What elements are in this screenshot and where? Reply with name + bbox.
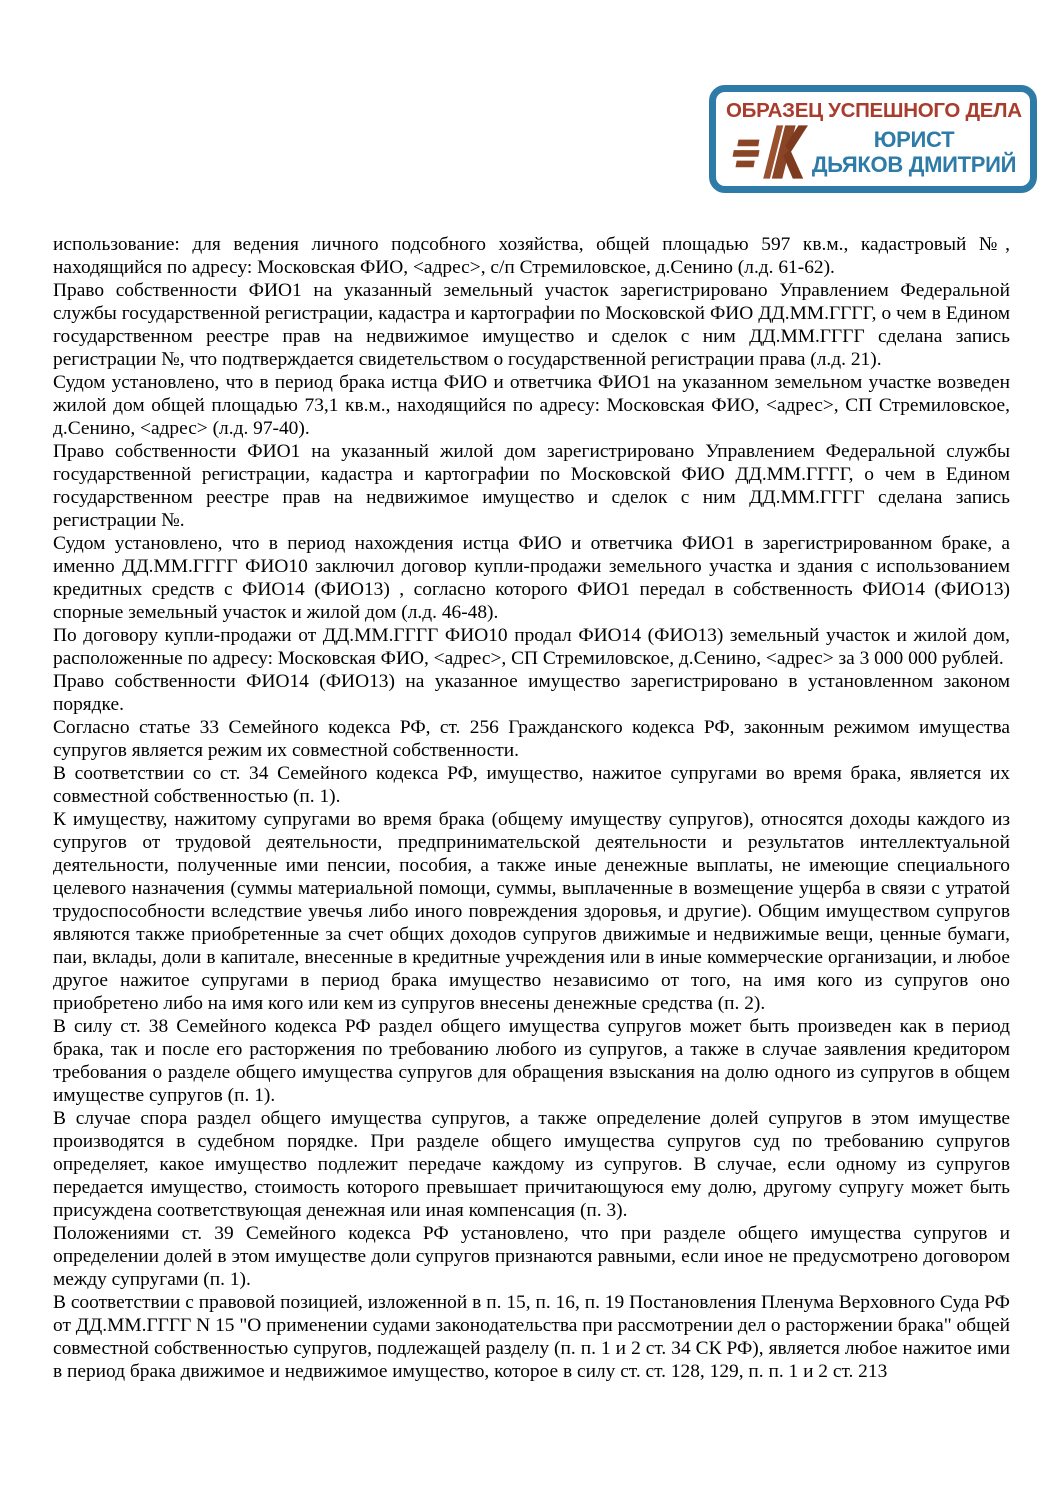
law-firm-logo-stamp [709, 85, 1037, 193]
paragraph: В соответствии со ст. 34 Семейного кодекса РФ, имущество, нажитое супругами во время брака, является их совместной собственностью (п. 1). [53, 763, 1010, 807]
paragraph: К имуществу, нажитому супругами во время брака (общему имуществу супругов), относятся доходы каждого из супругов от трудовой деятельности, предпринимательской деятельности и результатов интеллектуальной деятельности, полученные ими пенсии, пособия, а также иные денежные выплаты, не имеющие специального целевого назначения (суммы материальной помощи, суммы, выплаченные в возмещение ущерба в связи с утратой трудоспособности вследствие увечья либо иного повреждения здоровья, и другие). Общим имуществом супругов являются также приобретенные за счет общих доходов супругов движимые и недвижимые вещи, ценные бумаги, паи, вклады, доли в капитале, внесенные в кредитные учреждения или в иные коммерческие организации, и любое другое нажитое супругами в период брака имущество независимо от того, на имя кого из супругов оно приобретено либо на имя кого или кем из супругов внесены денежные средства (п. 2). [53, 809, 1010, 1014]
logo-bottom-row [726, 123, 1020, 181]
paragraph: В случае спора раздел общего имущества супругов, а также определение долей супругов в этом имуществе производятся в судебном порядке. При разделе общего имущества супругов суд по требованию супругов определяет, какое имущество подлежит передаче каждому из супругов. В случае, если одному из супругов передается имущество, стоимость которого превышает причитающуюся ему долю, другому супругу может быть присуждена соответствующая денежная или иная компенсация (п. 3). [53, 1108, 1010, 1221]
paragraph: В силу ст. 38 Семейного кодекса РФ раздел общего имущества супругов может быть произведен как в период брака, так и после его расторжения по требованию любого из супругов, а также в случае заявления кредитором требования о разделе общего имущества супругов для обращения взыскания на долю одного из супругов в общем имуществе супругов (п. 1). [53, 1016, 1010, 1106]
k-monogram-icon [728, 123, 808, 181]
paragraph: Право собственности ФИО1 на указанный жилой дом зарегистрировано Управлением Федеральной службы государственной регистрации, кадастра и картографии по Московской ФИО ДД.ММ.ГГГГ, о чем в Едином государственном реестре прав на недвижимое имущество и сделок с ним ДД.ММ.ГГГГ сделана запись регистрации №. [53, 441, 1010, 531]
paragraph: Положениями ст. 39 Семейного кодекса РФ установлено, что при разделе общего имущества супругов и определении долей в этом имуществе доли супругов признаются равными, если иное не предусмотрено договором между супругами (п. 1). [53, 1223, 1010, 1290]
logo-tagline: ОБРАЗЕЦ УСПЕШНОГО ДЕЛА [726, 99, 1022, 122]
paragraph: Судом установлено, что в период брака истца ФИО и ответчика ФИО1 на указанном земельном участке возведен жилой дом общей площадью 73,1 кв.м., находящийся по адресу: Московская ФИО, <адрес>, СП Стремиловское, д.Сенино, <адрес> (л.д. 97-40). [53, 372, 1010, 439]
paragraph: Судом установлено, что в период нахождения истца ФИО и ответчика ФИО1 в зарегистрированном браке, а именно ДД.ММ.ГГГГ ФИО10 заключил договор купли-продажи земельного участка и здания с использованием кредитных средств с ФИО14 (ФИО13) , согласно которого ФИО1 передал в собственность ФИО14 (ФИО13) спорные земельный участок и жилой дом (л.д. 46-48). [53, 533, 1010, 623]
paragraph: Согласно статье 33 Семейного кодекса РФ, ст. 256 Гражданского кодекса РФ, законным режимом имущества супругов является режим их совместной собственности. [53, 717, 1010, 761]
logo-name-line2: ДЬЯКОВ ДМИТРИЙ [811, 152, 1017, 177]
logo-name-line1: ЮРИСТ [873, 127, 955, 152]
paragraph: Право собственности ФИО1 на указанный земельный участок зарегистрировано Управлением Федеральной службы государственной регистрации, кадастра и картографии по Московской ФИО ДД.ММ.ГГГГ, о чем в Едином государственном реестре прав на недвижимое имущество и сделок с ним ДД.ММ.ГГГГ сделана запись регистрации №, что подтверждается свидетельством о государственной регистрации права (л.д. 21). [53, 280, 1010, 370]
logo-names [808, 127, 1020, 177]
paragraph: использование: для ведения личного подсобного хозяйства, общей площадью 597 кв.м., кадастровый №, находящийся по адресу: Московская ФИО, <адрес>, с/п Стремиловское, д.Сенино (л.д. 61-62). [53, 234, 1010, 278]
document-body [53, 233, 1010, 1383]
paragraph: Право собственности ФИО14 (ФИО13) на указанное имущество зарегистрировано в установленном законом порядке. [53, 671, 1010, 715]
paragraph: По договору купли-продажи от ДД.ММ.ГГГГ ФИО10 продал ФИО14 (ФИО13) земельный участок и жилой дом, расположенные по адресу: Московская ФИО, <адрес>, СП Стремиловское, д.Сенино, <адрес> за 3 000 000 рублей. [53, 625, 1010, 669]
paragraph: В соответствии с правовой позицией, изложенной в п. 15, п. 16, п. 19 Постановления Пленума Верховного Суда РФ от ДД.ММ.ГГГГ N 15 "О применении судами законодательства при рассмотрении дел о расторжении брака" общей совместной собственностью супругов, подлежащей разделу (п. п. 1 и 2 ст. 34 СК РФ), является любое нажитое ими в период брака движимое и недвижимое имущество, которое в силу ст. ст. 128, 129, п. п. 1 и 2 ст. 213 [53, 1292, 1010, 1382]
